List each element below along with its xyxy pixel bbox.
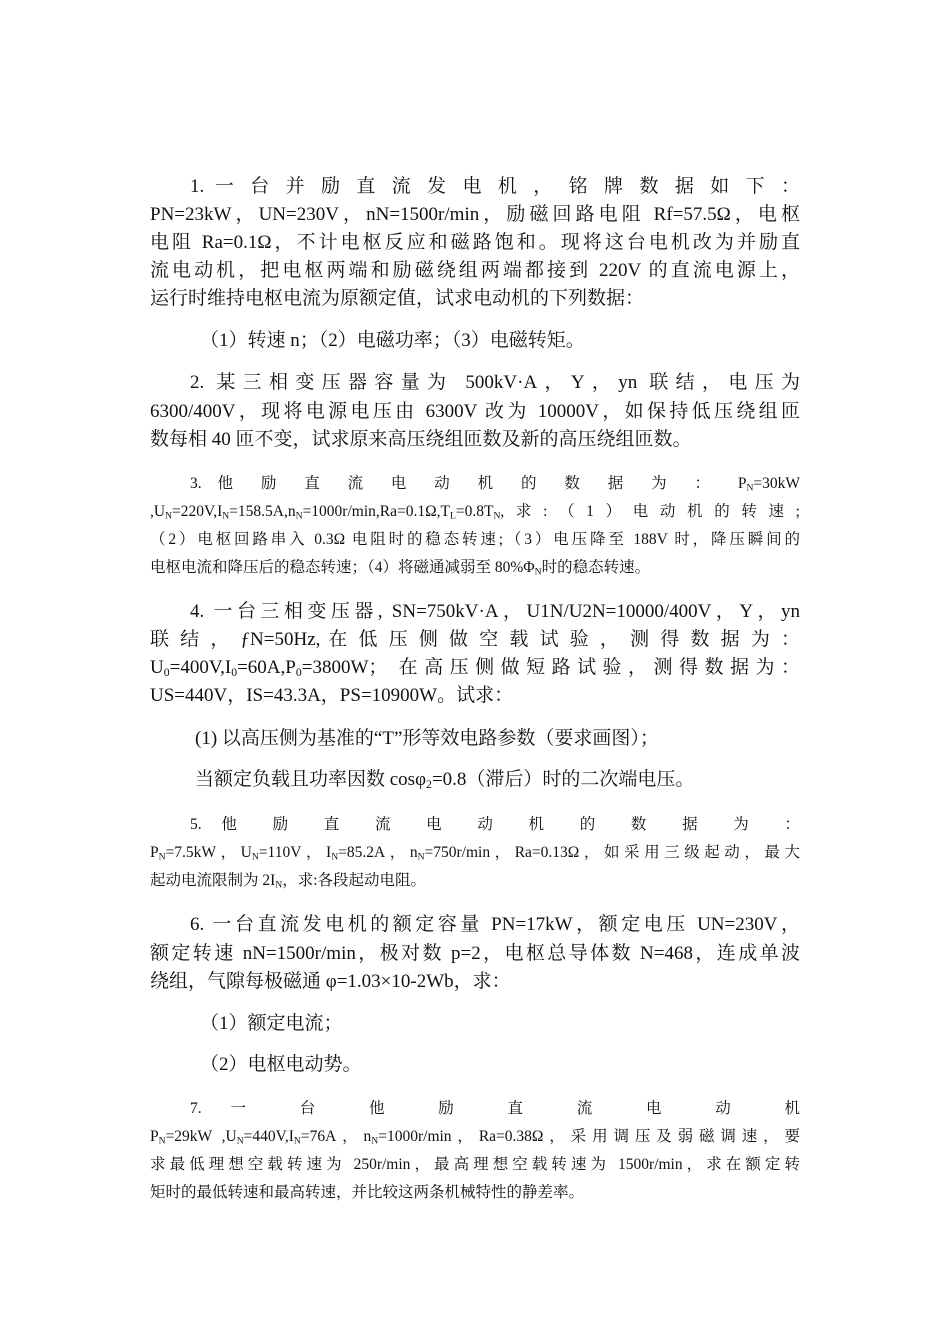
subscript: N — [275, 879, 283, 891]
subscript: N — [251, 851, 259, 863]
problem-6-question-2: （2）电枢电动势。 — [200, 1054, 362, 1075]
subscript: 0 — [231, 665, 238, 679]
subscript: 0 — [163, 665, 170, 679]
problem-6-line-1: 6. 一台直流发电机的额定容量 PN=17kW，额定电压 UN=230V， — [190, 914, 800, 935]
problem-3-line-2: $,U_N=220V,I_N=158.5A,n_N=1000r/\min,Ra=0.1\Omega,T_L=0.8T_N$,求:（1）电动机的转速; — [150, 503, 800, 522]
problem-1-line-3: 电阻 Ra=0.1Ω，不计电枢反应和磁路饱和。现将这台电机改为并励直 — [150, 232, 800, 253]
problem-3-line-4: 电枢电流和降压后的稳态转速；（4）将磁通减弱至 $80\%\Phi_N$时的稳态转速。 — [150, 559, 651, 578]
problem-5-line-1: 5. 他 励 直 流 电 动 机 的 数 据 为 ： — [190, 816, 800, 833]
subscript: N — [331, 851, 339, 863]
problem-4-question-1: (1) 以高压侧为基准的“T”形等效电路参数（要求画图）； — [195, 728, 659, 749]
problem-7-line-3: 求最低理想空载转速为 250r/min，最高理想空载转速为 1500r/min，求在额定转 — [150, 1156, 800, 1173]
problem-6-line-3: 绕组，气隙每极磁通 φ=1.03×10-2Wb，求： — [150, 971, 511, 992]
problem-5-line-3: 起动电流限制为 $2I_N$，求:各段起动电阻。 — [150, 872, 427, 891]
problem-4-line-2: 联 结 ， ƒN=50Hz, 在 低 压 侧 做 空 载 试 验 ， 测 得 数 据 为 ： — [150, 629, 800, 650]
subscript: 2 — [426, 777, 432, 791]
problem-1-line-2: PN=23kW，UN=230V，nN=1500r/min，励磁回路电阻 Rf=57.5Ω，电枢 — [150, 204, 800, 225]
subscript: N — [493, 510, 501, 522]
problem-2-line-2: 6300/400V，现将电源电压由 6300V 改为 10000V，如保持低压绕组匝 — [150, 401, 800, 422]
problem-7-line-4: 矩时的最低转速和最高转速，并比较这两条机械特性的静差率。 — [150, 1184, 585, 1201]
subscript: N — [295, 510, 303, 522]
subscript: N — [371, 1135, 379, 1147]
subscript: N — [222, 510, 230, 522]
problem-2-line-3: 数每相 40 匝不变，试求原来高压绕组匝数及新的高压绕组匝数。 — [150, 429, 692, 450]
problem-5-line-2: $P_N=7.5kW$，$U_N=110V$，$I_N=85.2A$，$n_N=750r/\min$，Ra=0.13Ω，如采用三级起动，最大 — [150, 844, 800, 863]
problem-4-line-4: US=440V，IS=43.3A，PS=10900W。试求： — [150, 685, 514, 706]
subscript: N — [158, 851, 166, 863]
problem-4-line-3: $U_0=400V,I_0=60A,P_0=3800W$； 在高压侧做短路试验，测得数据为： — [150, 657, 800, 679]
subscript: N — [293, 1135, 301, 1147]
problem-7-line-1: 7. 一 台 他 励 直 流 电 动 机 — [190, 1100, 800, 1117]
problem-4-line-1: 4. 一台三相变压器, SN=750kV·A，U1N/U2N=10000/400V，Y，yn — [190, 601, 800, 622]
problem-1-line-4: 流电动机，把电枢两端和励磁绕组两端都接到 220V 的直流电源上， — [150, 260, 800, 281]
problem-1-line-5: 运行时维持电枢电流为原额定值，试求电动机的下列数据： — [150, 288, 645, 309]
problem-4-question-2: 当额定负载且功率因数 cosφ$_2$=0.8（滞后）时的二次端电压。 — [195, 769, 695, 791]
subscript: N — [165, 510, 173, 522]
problem-2-line-1: 2. 某三相变压器容量为 500kV·A，Y，yn 联结，电压为 — [190, 372, 800, 393]
subscript: N — [236, 1135, 244, 1147]
problem-3-line-3: （2）电枢回路串入 0.3Ω 电阻时的稳态转速;（3）电压降至 188V 时，降压瞬间的 — [150, 531, 800, 548]
subscript: 0 — [295, 665, 302, 679]
problem-1-line-1: 1. 一 台 并 励 直 流 发 电 机 ， 铭 牌 数 据 如 下 ： — [190, 176, 800, 197]
problem-3-line-1: 3. 他 励 直 流 电 动 机 的 数 据 为 ： $P_N=30kW$ — [190, 475, 800, 494]
problem-6-line-2: 额定转速 nN=1500r/min，极对数 p=2，电枢总导体数 N=468，连成单波 — [150, 943, 800, 964]
subscript: N — [417, 851, 425, 863]
subscript: N — [158, 1135, 166, 1147]
subscript: L — [449, 510, 456, 522]
problem-7-line-2: $P_N=29kW$ $,U_N=440V,I_N=76A$，$n_N=1000r/\min$，Ra=0.38Ω，采用调压及弱磁调速，要 — [150, 1128, 800, 1147]
problem-6-question-1: （1）额定电流； — [200, 1013, 343, 1034]
problem-1-subquestions: （1）转速 n；（2）电磁功率；（3）电磁转矩。 — [200, 330, 585, 351]
